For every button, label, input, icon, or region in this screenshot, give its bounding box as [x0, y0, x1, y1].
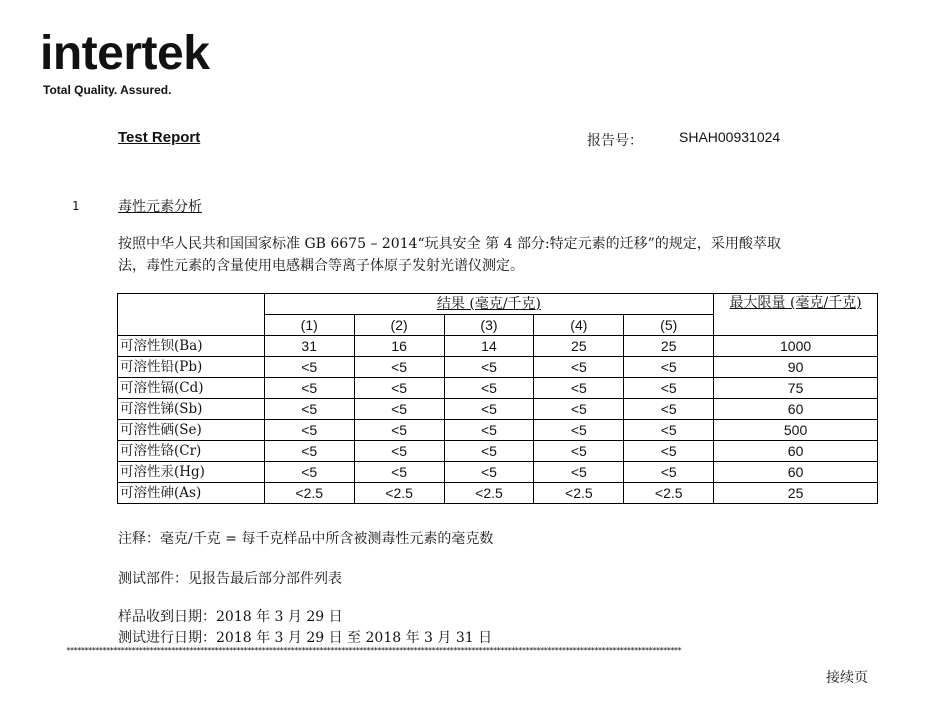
- table-row: [118, 441, 878, 462]
- separator-line: **************************************************************************************************************************************************************************: [66, 646, 681, 655]
- limit-header: 最大限量 (毫克/千克): [714, 294, 878, 336]
- result-value: <5: [534, 399, 624, 420]
- element-label: 可溶性铅(Pb): [118, 357, 265, 378]
- result-value: <5: [624, 399, 714, 420]
- result-value: <5: [624, 420, 714, 441]
- result-value: <5: [444, 399, 534, 420]
- table-header-row: [118, 294, 878, 315]
- method-paragraph: [118, 233, 878, 277]
- table-row: [118, 483, 878, 504]
- result-value: <5: [624, 357, 714, 378]
- result-value: 25: [624, 336, 714, 357]
- result-value: <5: [354, 420, 444, 441]
- result-value: <2.5: [264, 483, 354, 504]
- paragraph-line-1: 按照中华人民共和国国家标准 GB 6675 – 2014“玩具安全 第 4 部分:特定元素的迁移”的规定，采用酸萃取: [118, 236, 781, 252]
- received-date: 样品收到日期：2018 年 3 月 29 日: [118, 609, 343, 625]
- result-value: <5: [354, 399, 444, 420]
- table-row: [118, 462, 878, 483]
- table-row: [118, 357, 878, 378]
- result-value: <5: [264, 420, 354, 441]
- result-value: <2.5: [624, 483, 714, 504]
- limit-value: 75: [714, 378, 878, 399]
- result-value: <5: [624, 378, 714, 399]
- result-value: <5: [624, 441, 714, 462]
- result-value: <5: [534, 378, 624, 399]
- result-value: 31: [264, 336, 354, 357]
- element-label: 可溶性钡(Ba): [118, 336, 265, 357]
- section-number: 1: [72, 199, 80, 213]
- element-label: 可溶性砷(As): [118, 483, 265, 504]
- result-value: <5: [264, 462, 354, 483]
- paragraph-line-2: 法，毒性元素的含量使用电感耦合等离子体原子发射光谱仪测定。: [118, 258, 524, 274]
- result-value: <5: [444, 420, 534, 441]
- result-header: 结果 (毫克/千克): [264, 294, 713, 315]
- element-label: 可溶性汞(Hg): [118, 462, 265, 483]
- result-value: <5: [534, 462, 624, 483]
- result-value: <2.5: [444, 483, 534, 504]
- result-value: <5: [354, 441, 444, 462]
- column-header: (5): [624, 315, 714, 336]
- result-value: 25: [534, 336, 624, 357]
- table-row: [118, 378, 878, 399]
- result-value: <2.5: [354, 483, 444, 504]
- limit-value: 60: [714, 462, 878, 483]
- column-header: (4): [534, 315, 624, 336]
- result-value: <5: [354, 378, 444, 399]
- result-value: 16: [354, 336, 444, 357]
- limit-value: 60: [714, 441, 878, 462]
- limit-value: 500: [714, 420, 878, 441]
- column-header: (1): [264, 315, 354, 336]
- result-value: <5: [444, 378, 534, 399]
- report-number: SHAH00931024: [679, 129, 781, 145]
- element-label: 可溶性硒(Se): [118, 420, 265, 441]
- result-value: <5: [354, 357, 444, 378]
- result-value: <5: [444, 441, 534, 462]
- limit-value: 1000: [714, 336, 878, 357]
- table-row: [118, 399, 878, 420]
- result-value: <5: [354, 462, 444, 483]
- test-parts: 测试部件：见报告最后部分部件列表: [118, 571, 342, 587]
- result-value: <5: [624, 462, 714, 483]
- result-value: <5: [264, 441, 354, 462]
- result-value: <5: [534, 420, 624, 441]
- result-value: 14: [444, 336, 534, 357]
- section-title: 毒性元素分析: [118, 199, 202, 215]
- result-value: <5: [264, 357, 354, 378]
- limit-value: 60: [714, 399, 878, 420]
- result-value: <2.5: [534, 483, 624, 504]
- report-number-label: 报告号：: [587, 133, 643, 149]
- element-label: 可溶性镉(Cd): [118, 378, 265, 399]
- unit-note: 注释：毫克/千克 = 每千克样品中所含被测毒性元素的毫克数: [118, 531, 494, 547]
- table-row: [118, 336, 878, 357]
- testing-period: 测试进行日期：2018 年 3 月 29 日 至 2018 年 3 月 31 日: [118, 630, 493, 646]
- result-value: <5: [264, 378, 354, 399]
- report-title: Test Report: [118, 129, 201, 146]
- element-label: 可溶性锑(Sb): [118, 399, 265, 420]
- element-label: 可溶性铬(Cr): [118, 441, 265, 462]
- intertek-logo: intertek: [40, 27, 210, 80]
- result-value: <5: [534, 357, 624, 378]
- result-value: <5: [444, 462, 534, 483]
- limit-value: 25: [714, 483, 878, 504]
- limit-value: 90: [714, 357, 878, 378]
- logo-tagline: Total Quality. Assured.: [43, 83, 172, 97]
- result-value: <5: [264, 399, 354, 420]
- result-value: <5: [444, 357, 534, 378]
- results-table: [117, 293, 878, 504]
- table-row: [118, 420, 878, 441]
- column-header: (2): [354, 315, 444, 336]
- header-corner-cell: [118, 294, 265, 336]
- continued-label: 接续页: [826, 670, 868, 686]
- column-header: (3): [444, 315, 534, 336]
- result-value: <5: [534, 441, 624, 462]
